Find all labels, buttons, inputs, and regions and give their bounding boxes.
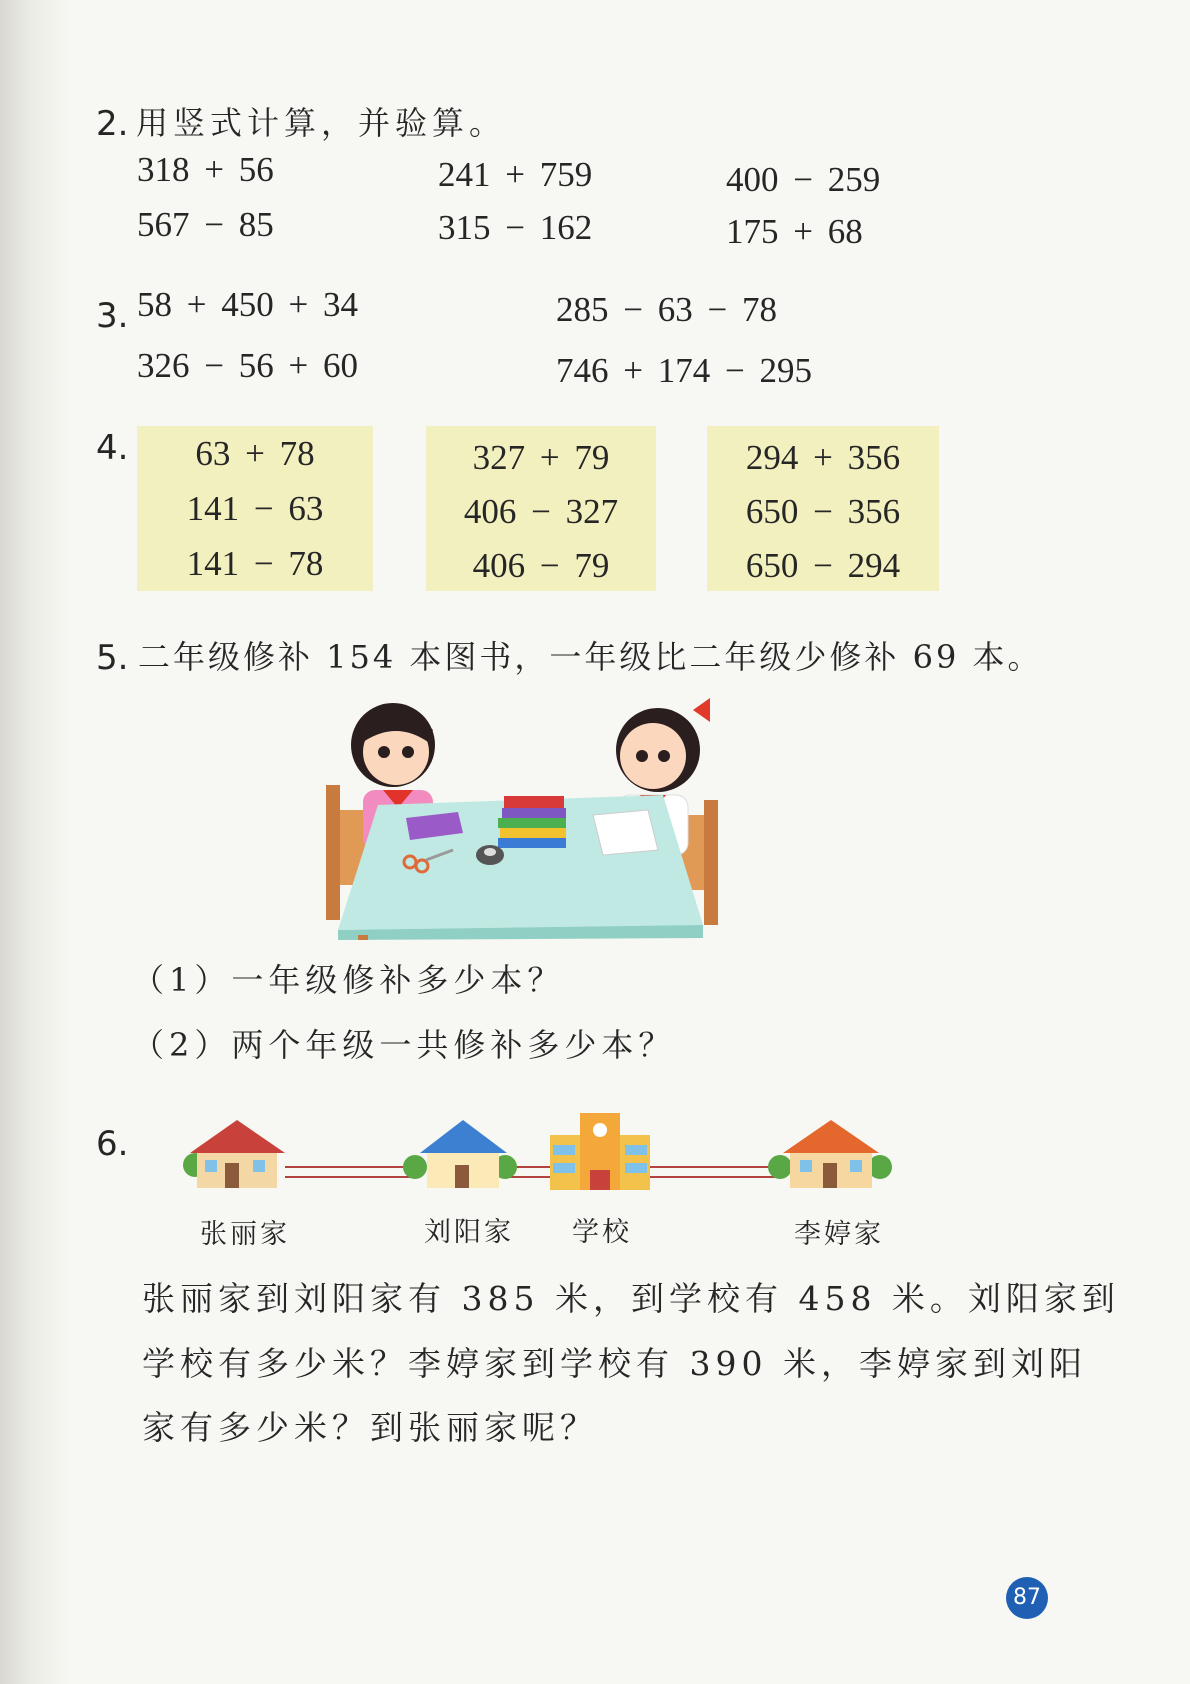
- q3-number: 3.: [96, 296, 129, 336]
- q4-number: 4.: [96, 428, 129, 468]
- q4-box-2: [426, 426, 656, 591]
- girls-repairing-books-illustration: [318, 690, 726, 940]
- q6-number: 6.: [96, 1124, 129, 1164]
- q3-expr-1: 58 + 450 + 34: [137, 285, 358, 324]
- q4-box2-expr-1: 327 + 79: [472, 438, 610, 477]
- q2-number: 2.: [96, 104, 129, 144]
- q4-box1-expr-1: 63 + 78: [195, 434, 315, 473]
- q4-box2-expr-3: 406 − 79: [472, 546, 610, 585]
- q5-sub2: （2）两个年级一共修补多少本？: [132, 1026, 676, 1064]
- q4-box1-expr-2: 141 − 63: [186, 489, 324, 528]
- q2-expr-5: 315 − 162: [438, 208, 593, 247]
- q4-box3-expr-3: 650 − 294: [745, 546, 901, 585]
- book-spine-shadow: [0, 0, 70, 1684]
- q6-line-2: 学校有多少米？李婷家到学校有 390 米，李婷家到刘阳: [142, 1344, 1087, 1383]
- zhangli-house-icon: [183, 1120, 285, 1188]
- liting-house-icon: [768, 1120, 892, 1188]
- q5-sub1: （1）一年级修补多少本？: [132, 961, 565, 999]
- place-label-zhangli: 张丽家: [200, 1219, 290, 1250]
- q2-expr-1: 318 + 56: [137, 150, 274, 189]
- place-label-liting: 李婷家: [794, 1219, 884, 1250]
- q5-number: 5.: [96, 638, 129, 678]
- q2-expr-4: 567 − 85: [137, 205, 274, 244]
- q2-expr-3: 400 − 259: [726, 160, 881, 199]
- q3-expr-2: 285 − 63 − 78: [556, 290, 777, 329]
- place-label-school: 学校: [572, 1217, 632, 1248]
- place-label-liuyang: 刘阳家: [424, 1217, 514, 1248]
- q5-text: 二年级修补 154 本图书，一年级比二年级少修补 69 本。: [138, 638, 1043, 676]
- q4-box3-expr-2: 650 − 356: [745, 492, 901, 531]
- q4-box2-expr-2: 406 − 327: [463, 492, 619, 531]
- page-number-badge: 87: [1006, 1577, 1048, 1619]
- school-building-icon: [550, 1113, 650, 1190]
- q4-box-3: [707, 426, 939, 591]
- q2-instruction: 用竖式计算，并验算。: [136, 104, 507, 142]
- q4-box-1: [137, 426, 373, 591]
- q6-line-3: 家有多少米？到张丽家呢？: [142, 1408, 598, 1447]
- q3-expr-4: 746 + 174 − 295: [556, 351, 812, 390]
- q4-box3-expr-1: 294 + 356: [745, 438, 901, 477]
- q2-expr-2: 241 + 759: [438, 155, 593, 194]
- q6-line-1: 张丽家到刘阳家有 385 米，到学校有 458 米。刘阳家到: [142, 1279, 1120, 1318]
- q2-expr-6: 175 + 68: [726, 212, 863, 251]
- q3-expr-3: 326 − 56 + 60: [137, 346, 358, 385]
- q4-box1-expr-3: 141 − 78: [186, 544, 324, 583]
- liuyang-house-icon: [403, 1120, 517, 1188]
- route-illustration: [175, 1105, 905, 1205]
